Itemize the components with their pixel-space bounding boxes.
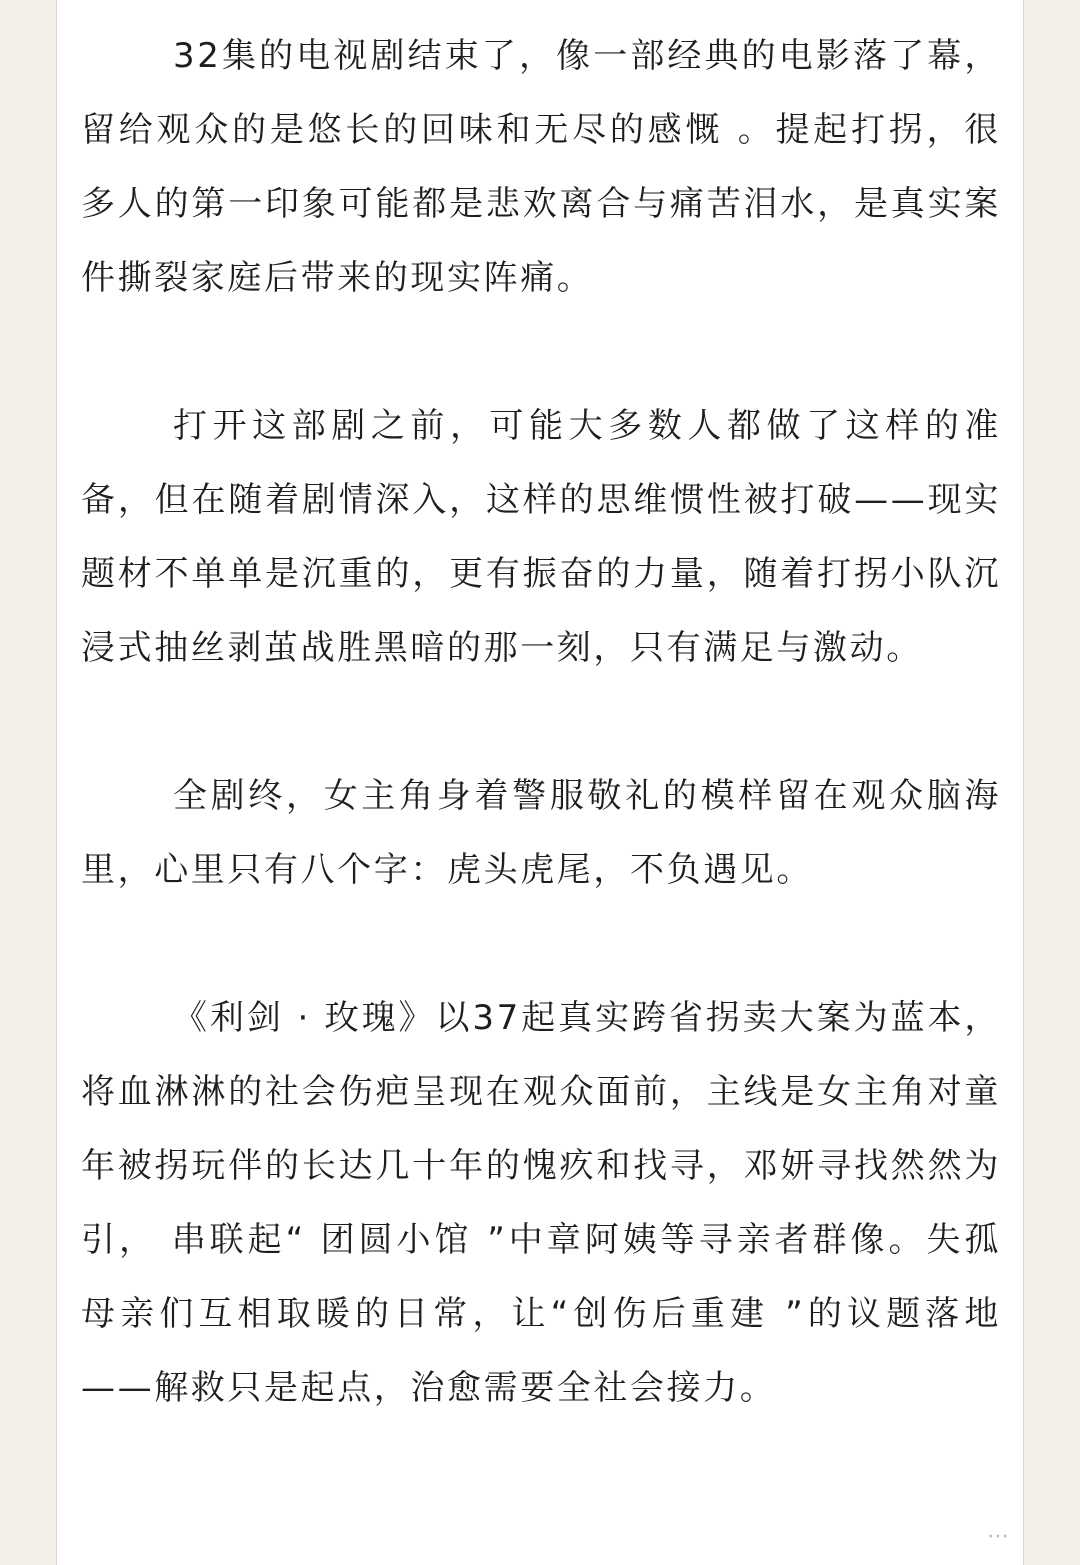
article-page (56, 0, 1024, 1565)
article-body (81, 19, 1001, 1425)
paragraph-1: 32集的电视剧结束了，像一部经典的电影落了幕，留给观众的是悠长的回味和无尽的感慨 。提起打拐，很多人的第一印象可能都是悲欢离合与痛苦泪水，是真实案件撕裂家庭后带来的现实阵痛。 (81, 36, 1001, 298)
paragraph-2: 打开这部剧之前，可能大多数人都做了这样的准备，但在随着剧情深入，这样的思维惯性被打破——现实题材不单单是沉重的，更有振奋的力量，随着打拐小队沉浸式抽丝剥茧战胜黑暗的那一刻，只有满足与激动。 (81, 406, 1001, 668)
paragraph-4: 《利剑 · 玫瑰》以37起真实跨省拐卖大案为蓝本，将血淋淋的社会伤疤呈现在观众面前，主线是女主角对童年被拐玩伴的长达几十年的愧疚和找寻，邓妍寻找然然为引， 串联起“ 团圆小馆 ”中章阿姨等寻亲者群像。失孤母亲们互相取暖的日常，让“创伤后重建 ”的议题落地——解救只是起点，治愈需要全社会接力。 (81, 998, 1001, 1408)
paragraph-3: 全剧终，女主角身着警服敬礼的模样留在观众脑海里，心里只有八个字：虎头虎尾，不负遇见。 (81, 776, 1001, 890)
more-icon: ⋯ (987, 1524, 1009, 1549)
